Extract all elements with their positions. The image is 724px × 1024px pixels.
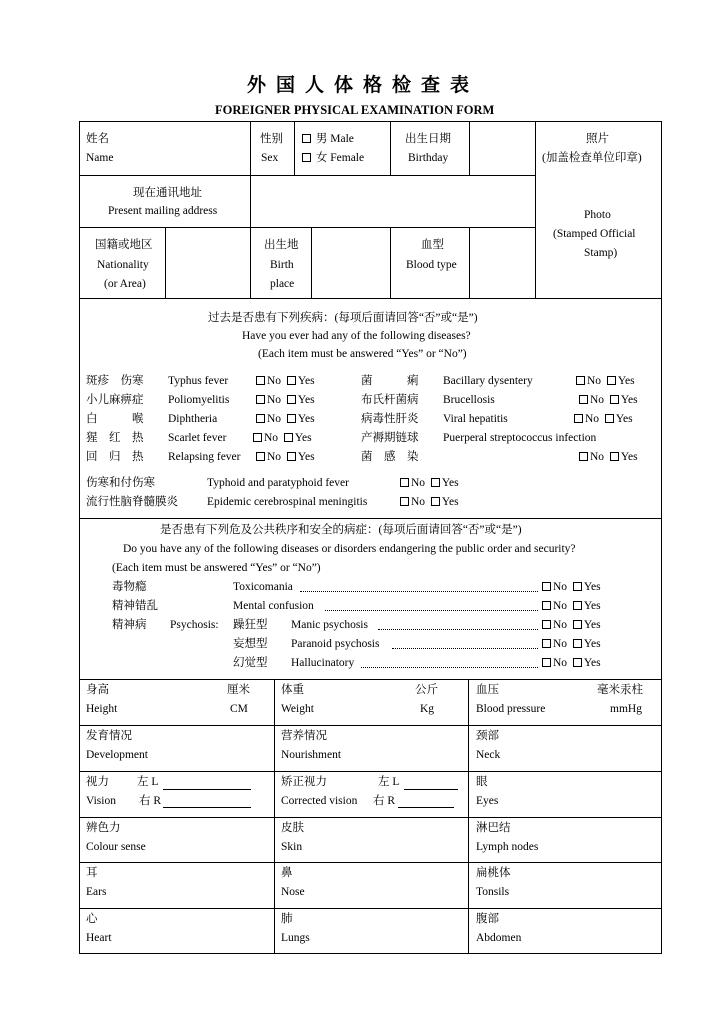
lungs-label-zh: 肺 (281, 913, 293, 925)
corrected-right-label: 右 R (373, 795, 396, 807)
checkbox[interactable] (573, 620, 582, 629)
polio-answer[interactable]: No Yes (256, 395, 315, 407)
birthday-label-zh: 出生日期 (405, 133, 451, 145)
blood-type-label-zh: 血型 (421, 239, 444, 251)
disease-scarlet-zh: 猩 红 热 (86, 432, 144, 444)
checkbox[interactable] (542, 620, 551, 629)
confusion-answer[interactable]: No Yes (542, 601, 601, 613)
checkbox[interactable] (287, 376, 296, 385)
ears-label-zh: 耳 (86, 867, 98, 879)
vision-label-zh: 视力 (86, 776, 109, 788)
disease-meningitis-zh: 流行性脑脊髓膜炎 (86, 496, 178, 508)
checkbox[interactable] (576, 376, 585, 385)
female-option[interactable]: 女 Female (302, 153, 364, 165)
checkbox[interactable] (256, 376, 265, 385)
address-label-en: Present mailing address (108, 205, 218, 217)
height-unit-en: CM (230, 703, 248, 715)
psychosis-en: Psychosis: (170, 619, 219, 631)
diseases-heading-en2: (Each item must be answered “Yes” or “No”) (258, 348, 467, 360)
male-checkbox[interactable] (302, 134, 311, 143)
skin-label-zh: 皮肤 (281, 822, 304, 834)
corrected-vision-label-en: Corrected vision (281, 795, 358, 807)
name-field[interactable] (120, 124, 248, 172)
hallucinatory-en: Hallucinatory (291, 657, 355, 669)
manic-answer[interactable]: No Yes (542, 620, 601, 632)
checkbox[interactable] (431, 497, 440, 506)
checkbox[interactable] (400, 497, 409, 506)
disease-puerperal-zh2: 菌 感 染 (361, 451, 419, 463)
disease-dysentery-en: Bacillary dysentery (443, 375, 533, 387)
abdomen-label-en: Abdomen (476, 932, 522, 944)
checkbox[interactable] (256, 414, 265, 423)
height-label-zh: 身高 (86, 684, 109, 696)
disease-puerperal-en: Puerperal streptococcus infection (443, 432, 597, 444)
height-label-en: Height (86, 703, 118, 715)
vision-label-en: Vision (86, 795, 116, 807)
checkbox[interactable] (287, 395, 296, 404)
disease-brucellosis-zh: 布氏杆菌病 (361, 394, 419, 406)
nose-label-zh: 鼻 (281, 867, 293, 879)
vision-left-label: 左 L (137, 776, 159, 788)
disorders-heading-en2: (Each item must be answered “Yes” or “No”) (112, 562, 321, 574)
scarlet-answer[interactable]: No Yes (253, 433, 312, 445)
nose-label-en: Nose (281, 886, 305, 898)
checkbox[interactable] (573, 658, 582, 667)
birthday-label-en: Birthday (408, 152, 449, 164)
checkbox[interactable] (256, 395, 265, 404)
disease-scarlet-en: Scarlet fever (168, 432, 227, 444)
corrected-left-label: 左 L (378, 776, 400, 788)
bp-label-zh: 血压 (476, 684, 499, 696)
manic-zh: 躁狂型 (233, 619, 268, 631)
nationality-label-en: Nationality (97, 259, 149, 271)
disease-puerperal-zh: 产褥期链球 (361, 432, 419, 444)
disease-polio-zh: 小儿麻痹症 (86, 394, 144, 406)
eyes-label-en: Eyes (476, 795, 499, 807)
checkbox[interactable] (253, 433, 262, 442)
psychosis-zh: 精神病 (112, 619, 147, 631)
disorders-heading-zh: 是否患有下列危及公共秩序和安全的病症：(每项后面请回答“否”或“是”) (160, 524, 522, 536)
disease-dysentery-zh: 菌 痢 (361, 375, 419, 387)
birthplace-label-en2: place (270, 278, 295, 290)
checkbox[interactable] (542, 639, 551, 648)
disease-relapsing-zh: 回 归 热 (86, 451, 144, 463)
disease-diphtheria-en: Diphtheria (168, 413, 218, 425)
vision-right-label: 右 R (139, 795, 162, 807)
diseases-heading-en: Have you ever had any of the following diseases? (242, 330, 471, 342)
checkbox[interactable] (573, 582, 582, 591)
disease-typhus-en: Typhus fever (168, 375, 229, 387)
disorders-heading-en: Do you have any of the following diseases or disorders endangering the public order and security? (123, 543, 576, 555)
toxicomania-answer[interactable]: No Yes (542, 582, 601, 594)
photo-stamp-zh: (加盖检查单位印章) (542, 152, 642, 164)
hepatitis-answer[interactable]: No Yes (574, 414, 633, 426)
checkbox[interactable] (431, 478, 440, 487)
birthplace-label-zh: 出生地 (264, 239, 299, 251)
checkbox[interactable] (573, 601, 582, 610)
paranoid-answer[interactable]: No Yes (542, 639, 601, 651)
confusion-zh: 精神错乱 (112, 600, 158, 612)
photo-stamp-en-line1: (Stamped Official (553, 228, 636, 240)
development-label-en: Development (86, 749, 148, 761)
checkbox[interactable] (256, 452, 265, 461)
nourishment-label-zh: 营养情况 (281, 730, 327, 742)
nationality-field[interactable] (167, 229, 248, 296)
diseases-heading-zh: 过去是否患有下列疾病：(每项后面请回答“否”或“是”) (208, 312, 478, 324)
corrected-left-line[interactable] (404, 789, 458, 790)
vision-left-line[interactable] (163, 789, 251, 790)
checkbox[interactable] (605, 414, 614, 423)
lungs-label-en: Lungs (281, 932, 310, 944)
lymph-label-zh: 淋巴结 (476, 822, 511, 834)
colour-sense-label-en: Colour sense (86, 841, 146, 853)
heart-label-en: Heart (86, 932, 112, 944)
nationality-label-en2: (or Area) (104, 278, 146, 290)
checkbox[interactable] (610, 452, 619, 461)
name-label-zh: 姓名 (86, 133, 109, 145)
corrected-vision-label-zh: 矫正视力 (281, 776, 327, 788)
checkbox[interactable] (610, 395, 619, 404)
height-unit-zh: 厘米 (227, 684, 250, 696)
checkbox[interactable] (287, 452, 296, 461)
puerperal-answer[interactable]: No Yes (579, 452, 638, 464)
disease-meningitis-en: Epidemic cerebrospinal meningitis (207, 496, 368, 508)
birthplace-field[interactable] (313, 229, 388, 296)
hallucinatory-zh: 幻觉型 (233, 657, 268, 669)
disease-brucellosis-en: Brucellosis (443, 394, 495, 406)
dysentery-answer[interactable]: No Yes (576, 376, 635, 388)
disease-hepatitis-zh: 病毒性肝炎 (361, 413, 419, 425)
checkbox[interactable] (574, 414, 583, 423)
nationality-label-zh: 国籍或地区 (95, 239, 153, 251)
paranoid-zh: 妄想型 (233, 638, 268, 650)
photo-label-en: Photo (584, 209, 611, 221)
confusion-en: Mental confusion (233, 600, 314, 612)
photo-label-zh: 照片 (586, 133, 609, 145)
hallucinatory-answer[interactable]: No Yes (542, 658, 601, 670)
address-field[interactable] (252, 177, 533, 225)
tonsils-label-en: Tonsils (476, 886, 510, 898)
form-title-chinese: 外国人体格检查表 (247, 75, 480, 96)
ears-label-en: Ears (86, 886, 107, 898)
skin-label-en: Skin (281, 841, 303, 853)
meningitis-answer[interactable]: No Yes (400, 497, 459, 509)
tonsils-label-zh: 扁桃体 (476, 867, 511, 879)
disease-polio-en: Poliomyelitis (168, 394, 230, 406)
disease-hepatitis-en: Viral hepatitis (443, 413, 508, 425)
checkbox[interactable] (400, 478, 409, 487)
checkbox[interactable] (542, 601, 551, 610)
development-label-zh: 发育情况 (86, 730, 132, 742)
disease-relapsing-en: Relapsing fever (168, 451, 241, 463)
weight-unit-zh: 公斤 (415, 684, 438, 696)
checkbox[interactable] (579, 452, 588, 461)
nourishment-label-en: Nourishment (281, 749, 342, 761)
checkbox[interactable] (607, 376, 616, 385)
toxicomania-zh: 毒物瘾 (112, 581, 147, 593)
corrected-right-line[interactable] (398, 807, 454, 808)
birthday-field[interactable] (471, 124, 533, 172)
blood-type-label-en: Blood type (406, 259, 457, 271)
manic-en: Manic psychosis (291, 619, 368, 631)
form-title-english: FOREIGNER PHYSICAL EXAMINATION FORM (215, 103, 495, 117)
weight-label-zh: 体重 (281, 684, 304, 696)
bp-unit-en: mmHg (610, 703, 642, 715)
address-label-zh: 现在通讯地址 (133, 187, 202, 199)
relapsing-answer[interactable]: No Yes (256, 452, 315, 464)
paranoid-en: Paranoid psychosis (291, 638, 380, 650)
brucellosis-answer[interactable]: No Yes (579, 395, 638, 407)
photo-stamp-en-line2: Stamp) (584, 247, 618, 259)
colour-sense-label-zh: 辨色力 (86, 822, 121, 834)
checkbox[interactable] (579, 395, 588, 404)
disease-typhoid-zh: 伤寒和付伤寒 (86, 477, 155, 489)
eyes-label-zh: 眼 (476, 776, 488, 788)
checkbox[interactable] (284, 433, 293, 442)
toxicomania-en: Toxicomania (233, 581, 293, 593)
abdomen-label-zh: 腹部 (476, 913, 499, 925)
male-option[interactable]: 男 Male (302, 134, 354, 146)
checkbox[interactable] (542, 582, 551, 591)
vision-right-line[interactable] (163, 807, 251, 808)
typhoid-answer[interactable]: No Yes (400, 478, 459, 490)
neck-label-en: Neck (476, 749, 501, 761)
sex-label-en: Sex (261, 152, 279, 164)
bp-unit-zh: 毫米汞柱 (597, 684, 643, 696)
heart-label-zh: 心 (86, 913, 98, 925)
weight-unit-en: Kg (420, 703, 435, 715)
neck-label-zh: 颈部 (476, 730, 499, 742)
checkbox[interactable] (573, 639, 582, 648)
disease-typhoid-en: Typhoid and paratyphoid fever (207, 477, 349, 489)
blood-type-field[interactable] (471, 229, 533, 296)
bp-label-en: Blood pressure (476, 703, 546, 715)
checkbox[interactable] (542, 658, 551, 667)
checkbox[interactable] (287, 414, 296, 423)
name-label-en: Name (86, 152, 114, 164)
typhus-answer[interactable]: No Yes (256, 376, 315, 388)
lymph-label-en: Lymph nodes (476, 841, 539, 853)
female-checkbox[interactable] (302, 153, 311, 162)
diphtheria-answer[interactable]: No Yes (256, 414, 315, 426)
disease-diphtheria-zh: 白 喉 (86, 413, 144, 425)
weight-label-en: Weight (281, 703, 314, 715)
sex-label-zh: 性别 (260, 133, 283, 145)
disease-typhus-zh: 斑疹 伤寒 (86, 375, 144, 387)
birthplace-label-en: Birth (270, 259, 294, 271)
